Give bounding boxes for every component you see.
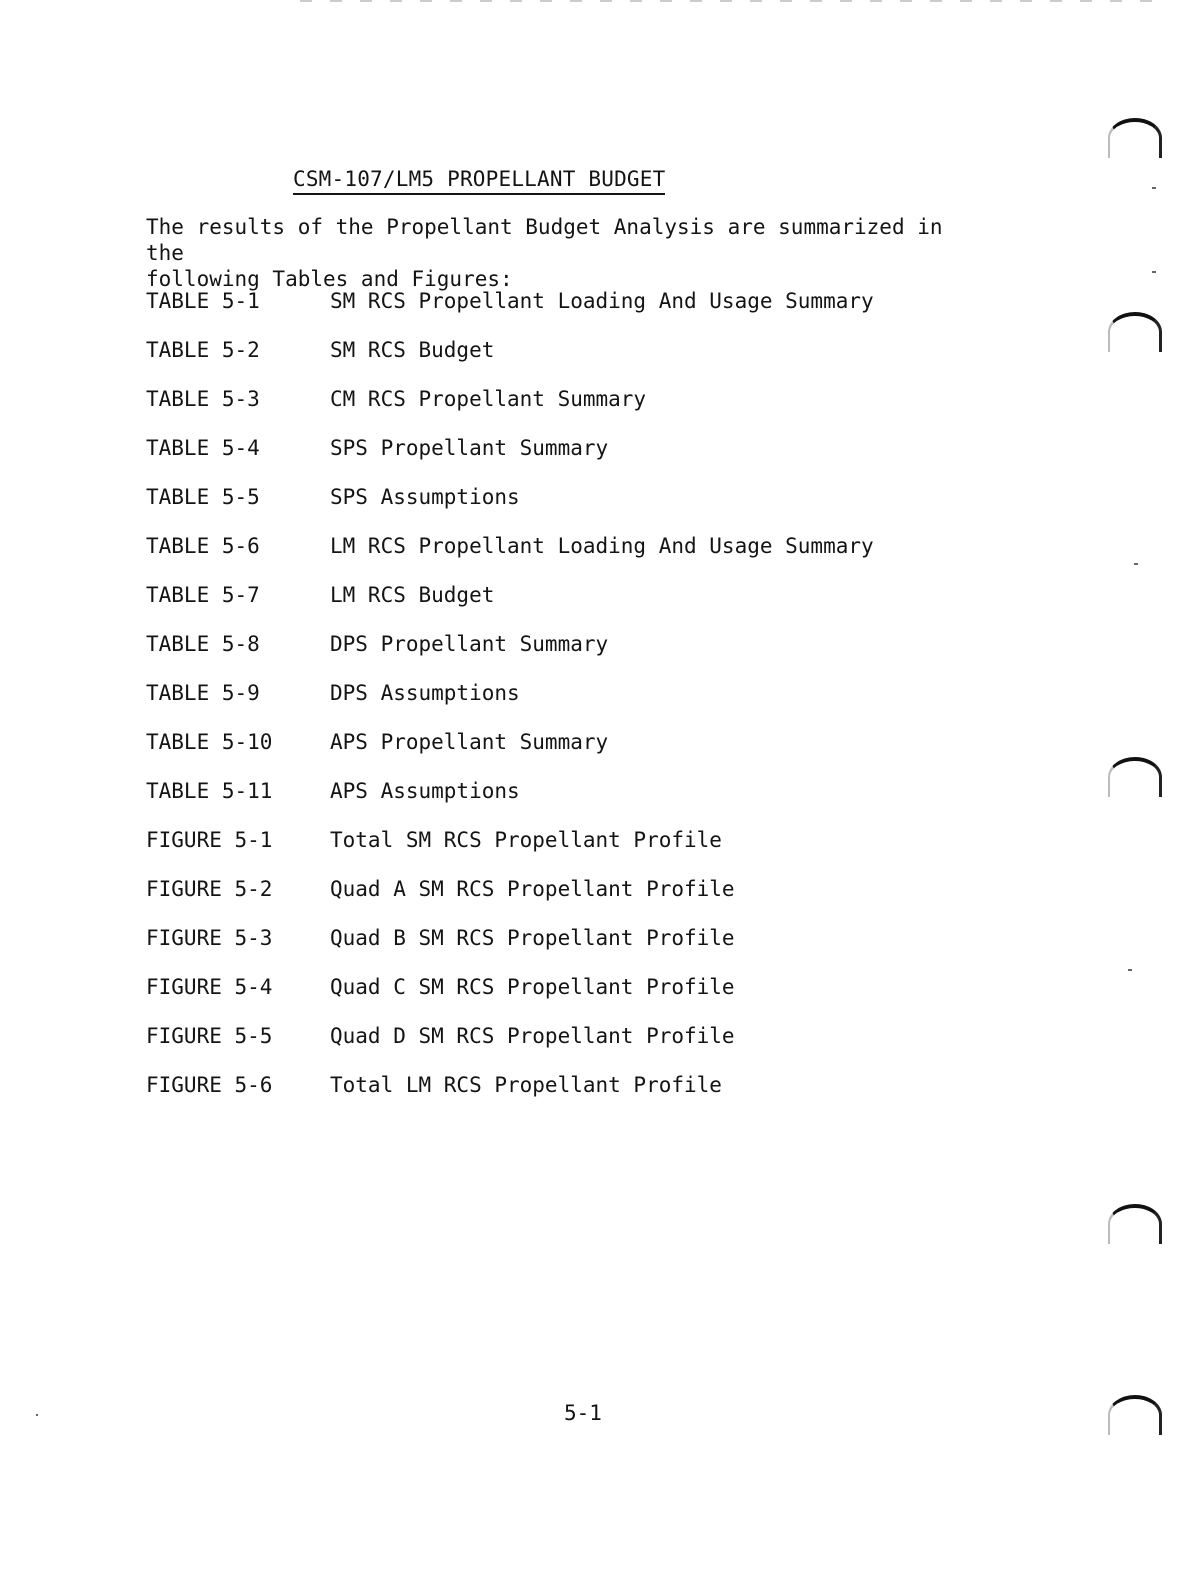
item-description: Quad C SM RCS Propellant Profile — [330, 975, 735, 999]
scan-speck — [1134, 563, 1138, 565]
item-description: LM RCS Budget — [330, 583, 495, 607]
item-reference: TABLE 5-2 — [146, 338, 260, 362]
list-item — [146, 533, 1026, 582]
item-reference: TABLE 5-11 — [146, 779, 273, 803]
list-item — [146, 337, 1026, 386]
scan-speck — [1152, 187, 1156, 189]
scan-artifact-line — [300, 0, 1160, 2]
scan-speck — [36, 1414, 38, 1416]
item-reference: TABLE 5-1 — [146, 289, 260, 313]
list-item — [146, 680, 1026, 729]
list-item — [146, 1023, 1026, 1072]
list-item — [146, 386, 1026, 435]
item-reference: TABLE 5-6 — [146, 534, 260, 558]
contents-list — [146, 288, 1026, 1121]
item-description: APS Propellant Summary — [330, 730, 609, 754]
item-reference: TABLE 5-10 — [146, 730, 273, 754]
binder-hole-mark — [1108, 1204, 1162, 1244]
item-reference: TABLE 5-5 — [146, 485, 260, 509]
item-reference: TABLE 5-3 — [146, 387, 260, 411]
item-reference: FIGURE 5-5 — [146, 1024, 273, 1048]
list-item — [146, 876, 1026, 925]
item-description: Total LM RCS Propellant Profile — [330, 1073, 722, 1097]
list-item — [146, 974, 1026, 1023]
item-description: Quad D SM RCS Propellant Profile — [330, 1024, 735, 1048]
item-description: Quad A SM RCS Propellant Profile — [330, 877, 735, 901]
list-item — [146, 729, 1026, 778]
item-description: SPS Assumptions — [330, 485, 520, 509]
list-item — [146, 484, 1026, 533]
item-description: Total SM RCS Propellant Profile — [330, 828, 722, 852]
binder-hole-mark — [1108, 118, 1162, 158]
item-description: SM RCS Budget — [330, 338, 495, 362]
page-number: 5-1 — [564, 1401, 602, 1425]
item-description: Quad B SM RCS Propellant Profile — [330, 926, 735, 950]
item-description: SM RCS Propellant Loading And Usage Summary — [330, 289, 874, 313]
list-item — [146, 1072, 1026, 1121]
page-title: CSM-107/LM5 PROPELLANT BUDGET — [293, 166, 665, 195]
list-item — [146, 827, 1026, 876]
item-reference: TABLE 5-8 — [146, 632, 260, 656]
scan-speck — [1152, 271, 1156, 273]
binder-hole-mark — [1108, 312, 1162, 352]
list-item — [146, 925, 1026, 974]
item-reference: TABLE 5-7 — [146, 583, 260, 607]
item-reference: TABLE 5-9 — [146, 681, 260, 705]
item-description: APS Assumptions — [330, 779, 520, 803]
item-description: SPS Propellant Summary — [330, 436, 609, 460]
list-item — [146, 435, 1026, 484]
item-description: DPS Assumptions — [330, 681, 520, 705]
item-reference: FIGURE 5-1 — [146, 828, 273, 852]
intro-paragraph: The results of the Propellant Budget Analysis are summarized in the following Tables and Figures: — [146, 215, 943, 291]
item-reference: TABLE 5-4 — [146, 436, 260, 460]
list-item — [146, 778, 1026, 827]
item-reference: FIGURE 5-6 — [146, 1073, 273, 1097]
list-item — [146, 288, 1026, 337]
binder-hole-mark — [1108, 757, 1162, 797]
scan-speck — [1128, 969, 1132, 971]
list-item — [146, 582, 1026, 631]
binder-hole-mark — [1108, 1395, 1162, 1435]
item-reference: FIGURE 5-2 — [146, 877, 273, 901]
item-reference: FIGURE 5-3 — [146, 926, 273, 950]
item-description: LM RCS Propellant Loading And Usage Summary — [330, 534, 874, 558]
item-description: CM RCS Propellant Summary — [330, 387, 647, 411]
list-item — [146, 631, 1026, 680]
item-description: DPS Propellant Summary — [330, 632, 609, 656]
item-reference: FIGURE 5-4 — [146, 975, 273, 999]
